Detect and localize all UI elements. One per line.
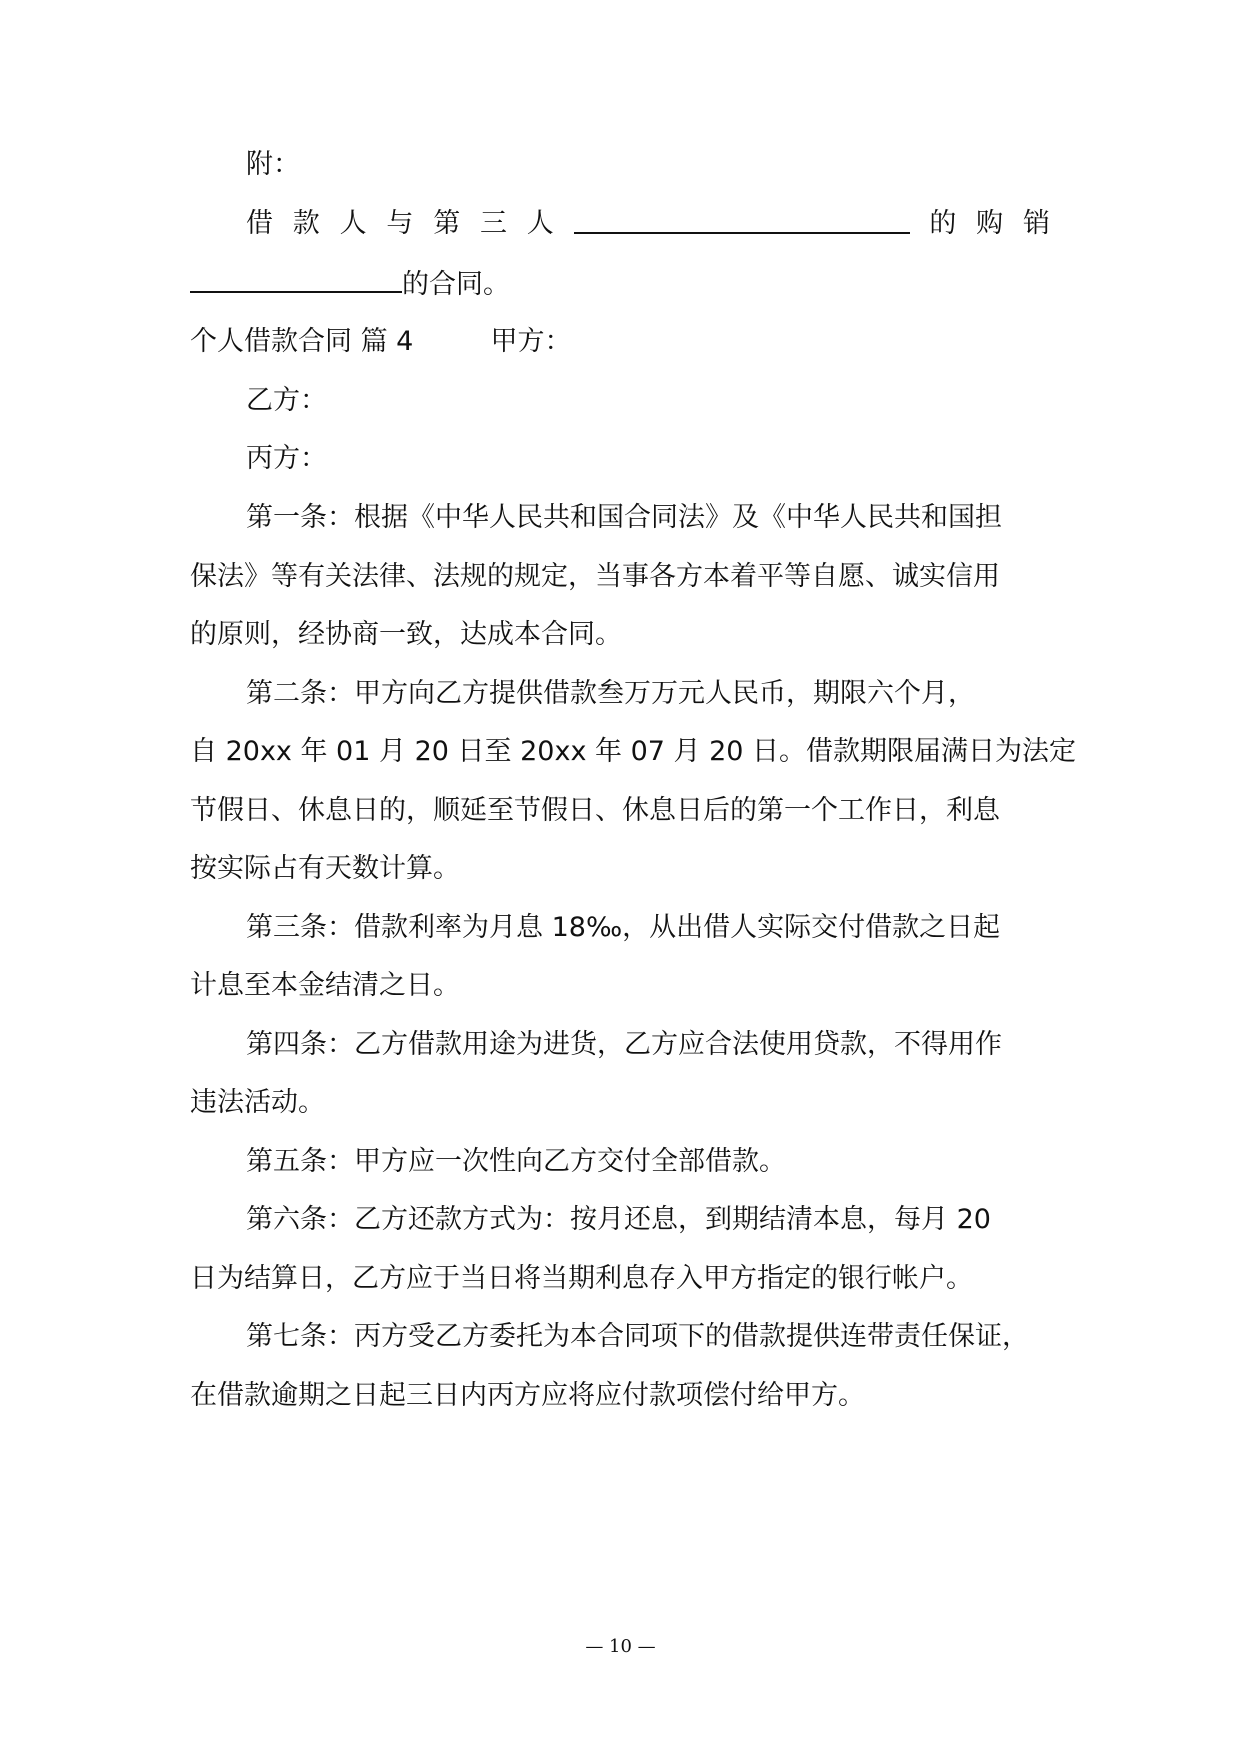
page-number: — 10 — <box>585 1636 656 1657</box>
fill-in-blank-goods <box>190 266 402 293</box>
paragraph-line: 保法》等有关法律、法规的规定，当事各方本着平等自愿、诚实信用 <box>190 561 1000 592</box>
paragraph-line: 第三条：借款利率为月息 18‰，从出借人实际交付借款之日起 <box>246 912 1001 943</box>
paragraph-line: 节假日、休息日的，顺延至节假日、休息日后的第一个工作日，利息 <box>190 795 1000 826</box>
fill-in-blank-third-party <box>574 207 910 234</box>
text-char: 人 <box>526 208 554 239</box>
paragraph-line: 第七条：丙方受乙方委托为本合同项下的借款提供连带责任保证， <box>246 1321 1029 1352</box>
text-char: 三 <box>479 208 507 239</box>
paragraph-line: 第五条：甲方应一次性向乙方交付全部借款。 <box>246 1146 786 1177</box>
paragraph-line: 按实际占有天数计算。 <box>190 853 460 884</box>
text-char: 的 <box>929 208 957 239</box>
paragraph-line: 自 20xx 年 01 月 20 日至 20xx 年 07 月 20 日。借款期限届满日为法定 <box>190 736 1077 767</box>
attachment-line-1 <box>246 207 1050 241</box>
text-char: 款 <box>292 208 320 239</box>
paragraph-line: 第六条：乙方还款方式为：按月还息，到期结清本息，每月 20 <box>246 1204 991 1235</box>
party-a-label: 甲方： <box>490 326 572 357</box>
attachment-label: 附： <box>246 149 300 180</box>
paragraph-line: 计息至本金结清之日。 <box>190 970 460 1001</box>
paragraph-line: 第四条：乙方借款用途为进货，乙方应合法使用贷款，不得用作 <box>246 1029 1002 1060</box>
text-char: 购 <box>976 208 1004 239</box>
paragraph-line: 第一条：根据《中华人民共和国合同法》及《中华人民共和国担 <box>246 502 1002 533</box>
paragraph-line: 的原则，经协商一致，达成本合同。 <box>190 619 622 650</box>
party-c-label: 丙方： <box>246 443 327 474</box>
paragraph-line: 第二条：甲方向乙方提供借款叁万万元人民币，期限六个月， <box>246 678 975 709</box>
attachment-line-2-text: 的合同。 <box>402 269 510 300</box>
party-b-label: 乙方： <box>246 385 327 416</box>
paragraph-line: 在借款逾期之日起三日内丙方应将应付款项偿付给甲方。 <box>190 1380 865 1411</box>
text-char: 第 <box>433 208 461 239</box>
text-char: 借 <box>246 208 273 239</box>
text-char: 与 <box>386 208 414 239</box>
paragraph-line: 日为结算日，乙方应于当日将当期利息存入甲方指定的银行帐户。 <box>190 1263 973 1294</box>
text-char: 销 <box>1022 208 1050 239</box>
text-char: 人 <box>339 208 367 239</box>
contract-chapter: 篇 4 <box>360 326 414 357</box>
contract-title: 个人借款合同 <box>190 326 352 357</box>
contract-heading <box>190 325 1050 359</box>
paragraph-line: 违法活动。 <box>190 1087 325 1118</box>
attachment-line-2 <box>190 266 1050 302</box>
